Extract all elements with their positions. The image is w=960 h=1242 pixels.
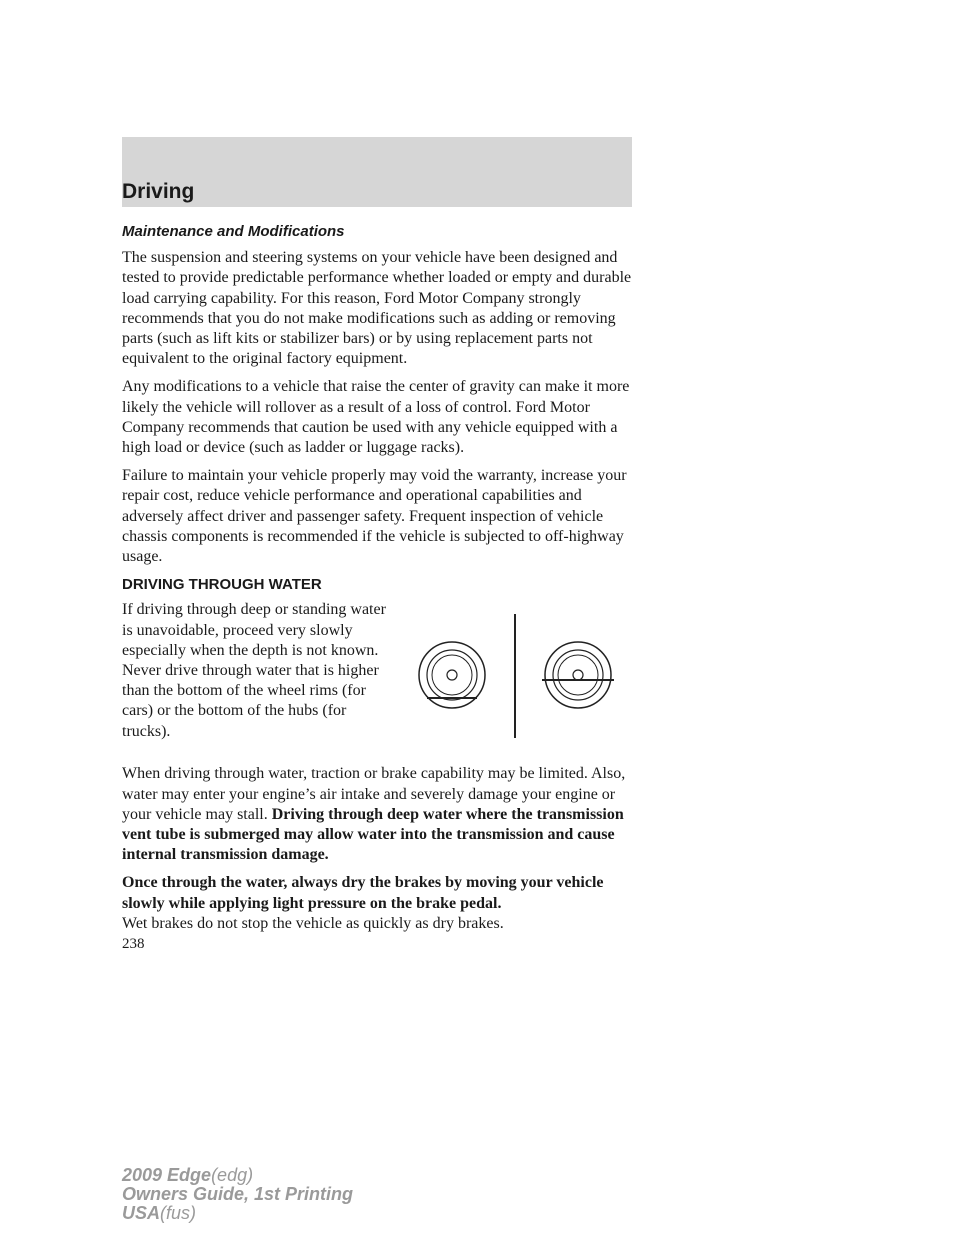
water-intro-block	[122, 600, 636, 756]
page-number: 238	[122, 936, 145, 952]
water-intro-paragraph: If driving through deep or standing water is unavoidable, proceed very slowly especially when the depth is not known. Never drive through water that is higher than the bottom of the wheel rims (for cars) or the bottom of the hubs (for trucks).	[122, 601, 386, 740]
water-heading: DRIVING THROUGH WATER	[122, 576, 322, 594]
section-title: Driving	[122, 180, 195, 203]
section-header-band	[122, 137, 632, 207]
car-wheel-icon	[419, 642, 485, 708]
truck-wheel-icon	[542, 642, 614, 708]
document-footer	[122, 1166, 353, 1223]
maintenance-paragraph-2: Any modifications to a vehicle that raise the center of gravity can make it more likely the vehicle will rollover as a result of a loss of control. Ford Motor Company recommends that caution be used with any vehicle equipped with a high load or device (such as ladder or luggage racks).	[122, 378, 630, 457]
maintenance-paragraph-1: The suspension and steering systems on your vehicle have been designed and tested to provide predictable performance whether loaded or empty and durable load carrying capability. For this reason, Ford Motor Company strongly recommends that you do not make modifications such as adding or removing parts (such as lift kits or stabilizer bars) or by using replacement parts not equivalent to the original factory equipment.	[122, 249, 632, 368]
maintenance-subheading: Maintenance and Modifications	[122, 223, 345, 240]
wheel-water-depth-illustration	[417, 610, 617, 740]
maintenance-paragraph-3: Failure to maintain your vehicle properly may void the warranty, increase your repair cost, reduce vehicle performance and operational capabilities and adversely affect driver and passenger safety. Frequent inspection of vehicle chassis components is recommended if the vehicle is subjected to off-highway usage.	[122, 467, 627, 566]
water-paragraph-3: Once through the water, always dry the brakes by moving your vehicle slowly while applying light pressure on the brake pedal. Wet brakes do not stop the vehicle as quickly as dry brakes.	[122, 874, 604, 932]
footer-model-line: 2009 Edge(edg)	[122, 1165, 254, 1185]
footer-market-line: USA(fus)	[122, 1203, 197, 1223]
page-content	[122, 222, 636, 942]
footer-guide-line: Owners Guide, 1st Printing	[122, 1184, 354, 1204]
water-paragraph-2: When driving through water, traction or brake capability may be limited. Also, water may enter your engine’s air intake and severely damage your engine or your vehicle may stall. Driving through deep water where the transmission vent tube is submerged may allow water into the transmission and cause internal transmission damage.	[122, 765, 626, 864]
